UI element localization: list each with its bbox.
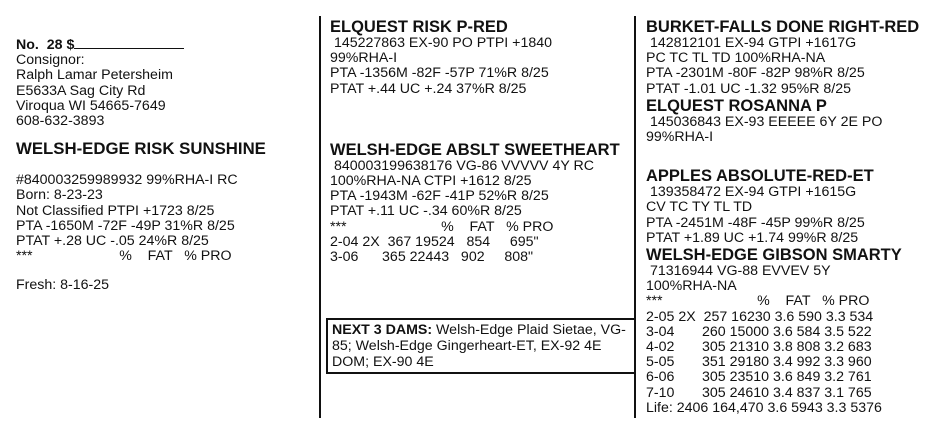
consignor-name: Ralph Lamar Petersheim [16,67,173,84]
dam-name: WELSH-EDGE ABSLT SWEETHEART [330,140,620,159]
animal-line: Not Classified PTPI +1723 8/25 [16,202,215,219]
dam-line: 100%RHA-NA CTPI +1612 8/25 [330,173,532,190]
sire-of-dam-line: CV TC TY TL TD [646,199,753,216]
sire-line: PTAT +.44 UC +.24 37%R 8/25 [330,80,527,97]
dam-line: 3-06 365 22443 902 808" [330,249,534,266]
sire-line: PTA -1356M -82F -57P 71%R 8/25 [330,65,549,82]
animal-line: PTAT +.28 UC -.05 24%R 8/25 [16,233,209,250]
grandparents-column [646,18,936,416]
sire-of-sire-line: PTA -2301M -80F -82P 98%R 8/25 [646,65,865,82]
dam-of-dam-line: 100%RHA-NA [646,278,737,295]
lot-number: No. 28 $ [16,36,306,53]
consignor-phone: 608-632-3893 [16,113,105,130]
sire-of-dam-line: 139358472 EX-94 GTPI +1615G [646,184,857,201]
consignor-address1: E5633A Sag City Rd [16,82,146,99]
next-dams-box [326,318,636,374]
dam-of-sire-name: ELQUEST ROSANNA P [646,96,827,115]
sire-of-dam-name: APPLES ABSOLUTE-RED-ET [646,167,874,186]
sire-line: 99%RHA-I [330,50,398,67]
animal-line: *** % FAT % PRO [16,248,232,265]
next-dams-label: NEXT 3 DAMS: [332,322,433,338]
dam-of-dam-line: 7-10 305 24610 3.4 837 3.1 765 [646,384,872,401]
dam-line: *** % FAT % PRO [330,218,554,235]
dam-of-dam-line: Life: 2406 164,470 3.6 5943 3.3 5376 [646,399,882,416]
sire-line: 145227863 EX-90 PO PTPI +1840 [330,35,553,51]
animal-line: Born: 8-23-23 [16,187,103,204]
sire-of-sire-line: 142812101 EX-94 GTPI +1617G [646,35,857,51]
dam-of-dam-line: 6-06 305 23510 3.6 849 3.2 761 [646,369,872,386]
dam-of-dam-name: WELSH-EDGE GIBSON SMARTY [646,246,902,265]
dam-of-dam-line: 5-05 351 29180 3.4 992 3.3 960 [646,354,872,371]
dam-line: PTA -1943M -62F -41P 52%R 8/25 [330,188,549,205]
consignor-column [16,36,306,294]
sire-of-sire-name: BURKET-FALLS DONE RIGHT-RED [646,18,920,36]
sire-of-dam-line: PTAT +1.89 UC +1.74 99%R 8/25 [646,229,859,246]
dam-line: PTAT +.11 UC -.34 60%R 8/25 [330,203,522,220]
sire-name: ELQUEST RISK P-RED [330,18,508,36]
consignor-label: Consignor: [16,52,85,69]
dam-line: 2-04 2X 367 19524 854 695" [330,233,539,250]
animal-name: WELSH-EDGE RISK SUNSHINE [16,139,266,159]
dam-of-sire-line: 99%RHA-I [646,129,714,146]
sire-of-dam-line: PTA -2451M -48F -45P 99%R 8/25 [646,214,865,231]
animal-line: #840003259989932 99%RHA-I RC [16,172,238,189]
dam-line: 840003199638176 VG-86 VVVVV 4Y RC [330,157,594,174]
dam-of-sire-line: 145036843 EX-93 EEEEE 6Y 2E PO [646,113,883,130]
sire-of-sire-line: PTAT -1.01 UC -1.32 95%R 8/25 [646,80,852,97]
sire-dam-column [330,18,630,265]
dam-of-dam-line: 2-05 2X 257 16230 3.6 590 3.3 534 [646,308,874,325]
consignor-address2: Viroqua WI 54665-7649 [16,97,166,114]
sire-of-sire-line: PC TC TL TD 100%RHA-NA [646,50,826,67]
column-divider-left [319,16,321,418]
dam-of-dam-line: 4-02 305 21310 3.8 808 3.2 683 [646,339,872,356]
dam-of-dam-line: 71316944 VG-88 EVVEV 5Y [646,263,831,280]
animal-line: PTA -1650M -72F -49P 31%R 8/25 [16,217,235,234]
dam-of-dam-line: 3-04 260 15000 3.6 584 3.5 522 [646,323,872,340]
dam-of-dam-line: *** % FAT % PRO [646,293,870,310]
next-dams-text: Welsh-Edge Plaid Sietae, VG-85; Welsh-Edge Gingerheart-ET, EX-92 4E DOM; EX-90 4E [332,322,626,370]
fresh-date: Fresh: 8-16-25 [16,277,110,294]
